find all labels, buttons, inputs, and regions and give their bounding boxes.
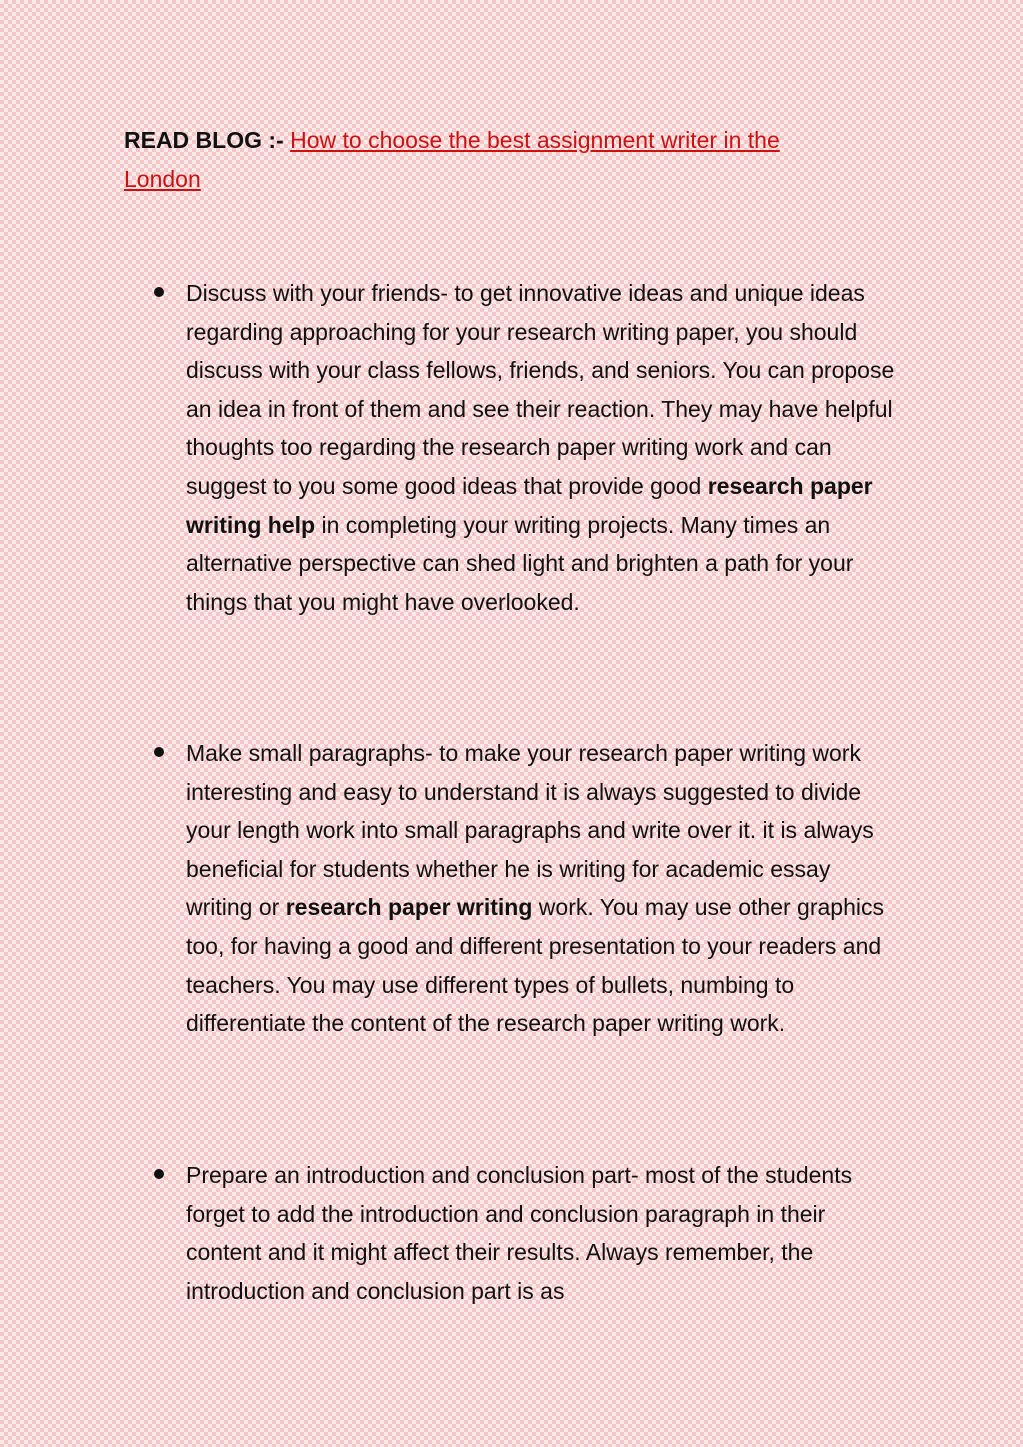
- list-item: [186, 274, 900, 621]
- bullet-icon: [154, 747, 164, 757]
- bullet-bold-text: research paper writing help: [186, 472, 873, 538]
- bullet-text: Discuss with your friends- to get innovative ideas and unique ideas regarding approaching for your research writing paper, you should discuss with your class fellows, friends, and seniors. You can propose an idea in front of them and see their reaction. They may have helpful thoughts too regarding the research paper writing work and can suggest to you some good ideas that provide good: [186, 280, 895, 499]
- list-item: [186, 1156, 900, 1310]
- bullet-text-continued: work. You may use other graphics too, for having a good and different presentation to your readers and teachers. You may use different types of bullets, numbing to differentiate the content of the research paper writing work.: [186, 894, 884, 1037]
- bullet-text: Make small paragraphs- to make your research paper writing work interesting and easy to understand it is always suggested to divide your length work into small paragraphs and write over it. it is always beneficial for students whether he is writing for academic essay writing or: [186, 740, 874, 921]
- bullet-icon: [154, 287, 164, 297]
- read-blog-label: READ BLOG :-: [124, 127, 291, 153]
- blog-link[interactable]: How to choose the best assignment writer in the London: [124, 127, 780, 192]
- bullet-text: Prepare an introduction and conclusion part- most of the students forget to add the introduction and conclusion paragraph in their content and it might affect their results. Always remember, the introduction and conclusion part is as: [186, 1162, 853, 1304]
- bullet-text-continued: in completing your writing projects. Many times an alternative perspective can shed light and brighten a path for your things that you might have overlooked.: [186, 511, 854, 615]
- bullet-icon: [154, 1169, 164, 1179]
- list-item: [186, 734, 900, 1043]
- read-blog-line: [124, 121, 854, 199]
- bullet-bold-text: research paper writing: [285, 894, 533, 921]
